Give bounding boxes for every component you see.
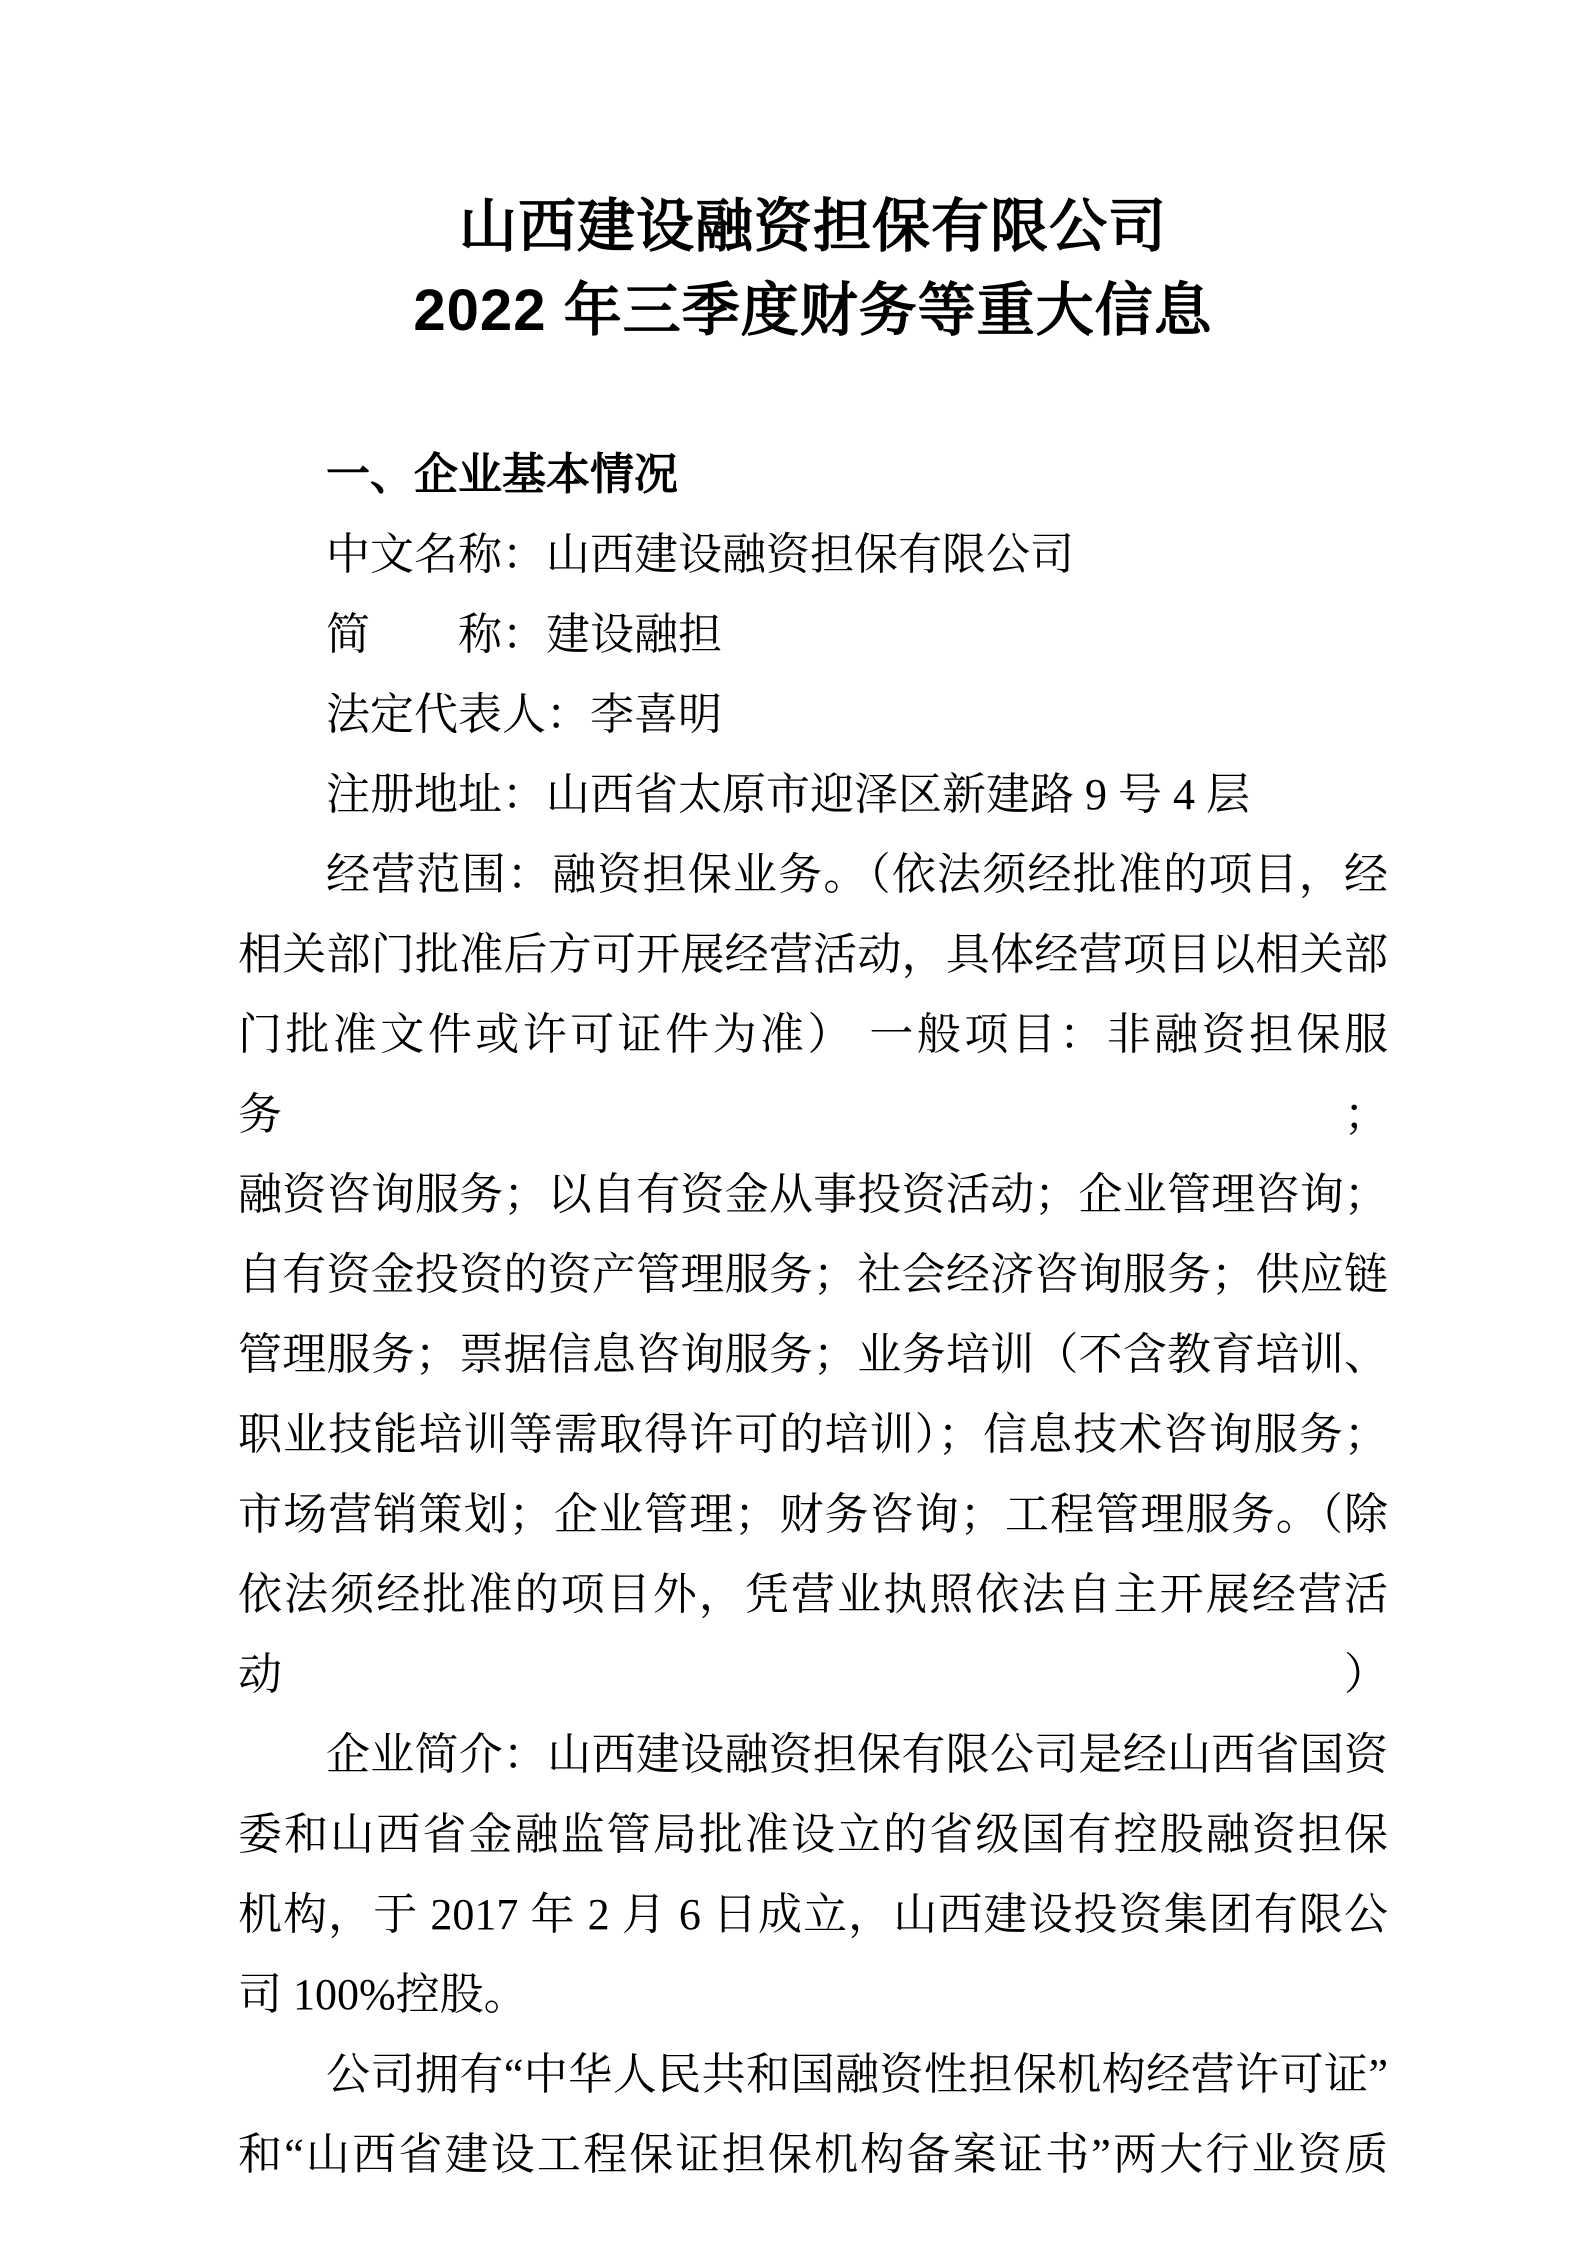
- title-line-report: 2022 年三季度财务等重大信息: [413, 278, 1213, 343]
- text-line: 司 100%控股。: [238, 1970, 528, 2019]
- text-line: 相关部门批准后方可开展经营活动，具体经营项目以相关部: [238, 930, 1388, 979]
- title-line-company: 山西建设融资担保有限公司: [458, 194, 1167, 259]
- text-line: 公司拥有“中华人民共和国融资性担保机构经营许可证”: [326, 2050, 1388, 2099]
- text-line: 和“山西省建设工程保证担保机构备案证书”两大行业资质: [238, 2130, 1388, 2179]
- text-line: 经营范围：融资担保业务。（依法须经批准的项目，经: [326, 850, 1388, 899]
- text-line: 门批准文件或许可证件为准） 一般项目：非融资担保服务；: [238, 1010, 1388, 1139]
- text-line: 机构，于 2017 年 2 月 6 日成立，山西建设投资集团有限公: [238, 1890, 1388, 1939]
- section-heading: 一、企业基本情况: [326, 450, 678, 499]
- text-line: 委和山西省金融监管局批准设立的省级国有控股融资担保: [238, 1810, 1388, 1859]
- text-line: 管理服务；票据信息咨询服务；业务培训（不含教育培训、: [238, 1330, 1388, 1379]
- text-line: 职业技能培训等需取得许可的培训）；信息技术咨询服务；: [238, 1410, 1388, 1459]
- text-line: 企业简介：山西建设融资担保有限公司是经山西省国资: [326, 1730, 1388, 1779]
- document-title: [238, 185, 1388, 353]
- text-line: 法定代表人：李喜明: [326, 690, 722, 739]
- body-lines: [238, 515, 1388, 2195]
- text-line: 依法须经批准的项目外，凭营业执照依法自主开展经营活动）: [238, 1570, 1388, 1699]
- document-body: [238, 435, 1388, 2195]
- text-line: 融资咨询服务；以自有资金从事投资活动；企业管理咨询；: [238, 1170, 1388, 1219]
- text-line: 简 称：建设融担: [326, 610, 722, 659]
- text-line: 中文名称：山西建设融资担保有限公司: [326, 530, 1074, 579]
- text-line: 市场营销策划；企业管理；财务咨询；工程管理服务。（除: [238, 1490, 1388, 1539]
- text-line: 注册地址：山西省太原市迎泽区新建路 9 号 4 层: [326, 770, 1250, 819]
- text-line: 自有资金投资的资产管理服务；社会经济咨询服务；供应链: [238, 1250, 1388, 1299]
